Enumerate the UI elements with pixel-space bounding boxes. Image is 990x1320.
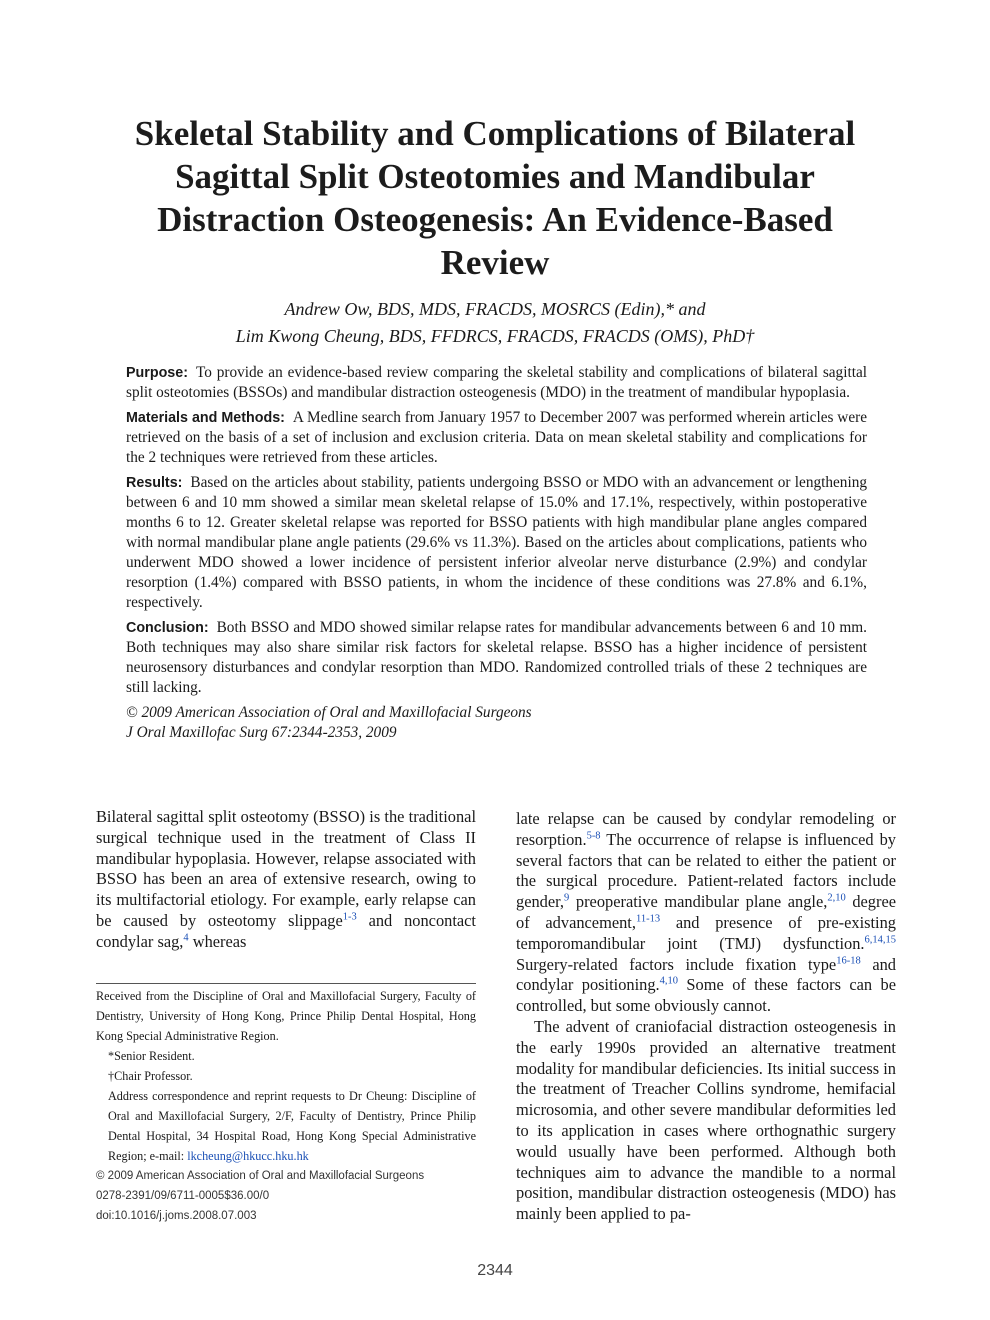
abstract: [126, 363, 867, 743]
body-text: late relapse can be caused by condylar remodeling or resorption.: [516, 809, 896, 849]
address-text: Address correspondence and reprint requests to Dr Cheung: Discipline of Oral and Maxillofacial Surgery, 2/F, Faculty of Dentistry, Prince Philip Dental Hospital, 34 Hospital Road, Hong Kong Special Administrative Region; e-mail:: [108, 1089, 476, 1163]
body-text: Bilateral sagittal split osteotomy (BSSO) is the traditional surgical technique used in the treatment of Class II mandibular hypoplasia. However, relapse associated with BSSO has been an area of extensive research, owing to its multifactorial etiology. For example, early relapse can be caused by osteotomy slippage: [96, 807, 476, 930]
page-number: 2344: [477, 1262, 513, 1279]
body-paragraph-relapse: [516, 809, 896, 1017]
footnote-issn: 0278-2391/09/6711-0005$36.00/0: [96, 1190, 270, 1202]
body-text: preoperative mandibular plane angle,: [569, 892, 828, 912]
email-link[interactable]: lkcheung@hkucc.hku.hk: [187, 1149, 309, 1163]
purpose-text: To provide an evidence-based review comparing the skeletal stability and complications of bilateral sagittal split osteotomies (BSSOs) and mandibular distraction osteogenesis (MDO) in the treatment of mandibular hypoplasia.: [126, 364, 867, 401]
reference-link[interactable]: 4: [183, 932, 189, 944]
body-text: whereas: [188, 931, 247, 951]
reference-link[interactable]: 4,10: [659, 975, 679, 987]
body-paragraph-intro: [96, 807, 476, 953]
reference-link[interactable]: 9: [564, 892, 570, 904]
body-column-right: [516, 809, 896, 1225]
abstract-methods: [126, 408, 867, 468]
reference-link[interactable]: 2,10: [827, 892, 846, 904]
reference-link[interactable]: 11-13: [635, 913, 661, 925]
abstract-results: [126, 473, 867, 613]
journal-citation: J Oral Maxillofac Surg 67:2344-2353, 2009: [126, 724, 397, 741]
author-line-1: Andrew Ow, BDS, MDS, FRACDS, MOSRCS (Edin),* and: [284, 299, 706, 319]
footnote-copyright: © 2009 American Association of Oral and Maxillofacial Surgeons: [96, 1170, 425, 1182]
footnote-received: Received from the Discipline of Oral and Maxillofacial Surgery, Faculty of Dentistry, University of Hong Kong, Prince Philip Dental Hospital, Hong Kong Special Administrative Region.: [96, 989, 476, 1043]
body-text: Some of these factors can be controlled, but some obviously cannot.: [516, 975, 897, 1016]
results-label: Results:: [126, 475, 183, 491]
author-list: [120, 296, 870, 350]
footnote-chair: †Chair Professor.: [108, 1069, 193, 1083]
body-text: and condylar positioning.: [516, 954, 896, 995]
reference-link[interactable]: 6,14,15: [864, 934, 896, 946]
reference-link[interactable]: 16-18: [836, 955, 861, 967]
body-text: and noncontact condylar sag,: [96, 910, 476, 951]
results-text: Based on the articles about stability, patients undergoing BSSO or MDO with an advancement or lengthening between 6 and 10 mm showed a similar mean skeletal relapse of 15.0% and 17.1%, respectively, within postoperative months 6 to 12. Greater skeletal relapse was reported for BSSO patients with high mandibular plane angles compared with normal mandibular plane angle patients (29.6% vs 11.3%). Based on the articles about complications, patients who underwent MDO showed a lower incidence of persistent inferior alveolar nerve disturbance (2.9%) and condylar resorption (1.4%) compared with BSSO patients, in whom the incidence of these conditions was 27.8% and 6.1%, respectively.: [126, 474, 867, 611]
body-paragraph-distraction: The advent of craniofacial distraction osteogenesis in the early 1990s provided an alternative treatment modality for mandibular deficiencies. Its initial success in the treatment of Treacher Collins syndrome, hemifacial microsomia, and other severe mandibular deformities led to its application in cases where orthognathic surgery would usually have been performed. Although both techniques aim to advance the mandible to a normal position, mandibular distraction osteogenesis (MDO) has mainly been applied to pa-: [516, 1016, 896, 1224]
abstract-copyright: © 2009 American Association of Oral and Maxillofacial Surgeons: [126, 704, 532, 721]
footnote-doi[interactable]: doi:10.1016/j.joms.2008.07.003: [96, 1210, 257, 1222]
abstract-purpose: [126, 363, 867, 403]
reference-link[interactable]: 1-3: [342, 911, 357, 923]
conclusion-text: Both BSSO and MDO showed similar relapse rates for mandibular advancements between 6 and 10 mm. Both techniques may also share similar risk factors for skeletal relapse. BSSO has a higher incidence of persistent neurosensory disturbances and condylar resorption than MDO. Randomized controlled trials of these 2 techniques are still lacking.: [126, 619, 867, 696]
author-line-2: Lim Kwong Cheung, BDS, FFDRCS, FRACDS, FRACDS (OMS), PhD†: [235, 326, 755, 346]
abstract-conclusion: [126, 618, 867, 698]
footnote-senior: *Senior Resident.: [108, 1049, 195, 1063]
body-text: degree of advancement,: [516, 892, 896, 932]
body-column-left: [96, 807, 476, 953]
footnote-divider: [96, 983, 476, 984]
purpose-label: Purpose:: [126, 365, 188, 381]
body-text: Surgery-related factors include fixation type: [516, 954, 837, 974]
body-text: The occurrence of relapse is influenced by several factors that can be related to either the patient or the surgical procedure. Patient-related factors include gender,: [516, 829, 896, 912]
footnotes: [96, 986, 476, 1226]
body-text: and presence of pre-existing temporomandibular joint (TMJ) dysfunction.: [516, 912, 897, 953]
reference-link[interactable]: 5-8: [586, 830, 601, 842]
footnote-address: [96, 1086, 476, 1166]
conclusion-label: Conclusion:: [126, 620, 209, 636]
methods-text: A Medline search from January 1957 to December 2007 was performed wherein articles were retrieved on the basis of a set of inclusion and exclusion criteria. Data on mean skeletal stability and complications for the 2 techniques were retrieved from these articles.: [126, 409, 867, 466]
methods-label: Materials and Methods:: [126, 410, 285, 426]
article-title: Skeletal Stability and Complications of Bilateral Sagittal Split Osteotomies and Mandibular Distraction Osteogenesis: An Evidence-Based Review: [134, 114, 856, 282]
